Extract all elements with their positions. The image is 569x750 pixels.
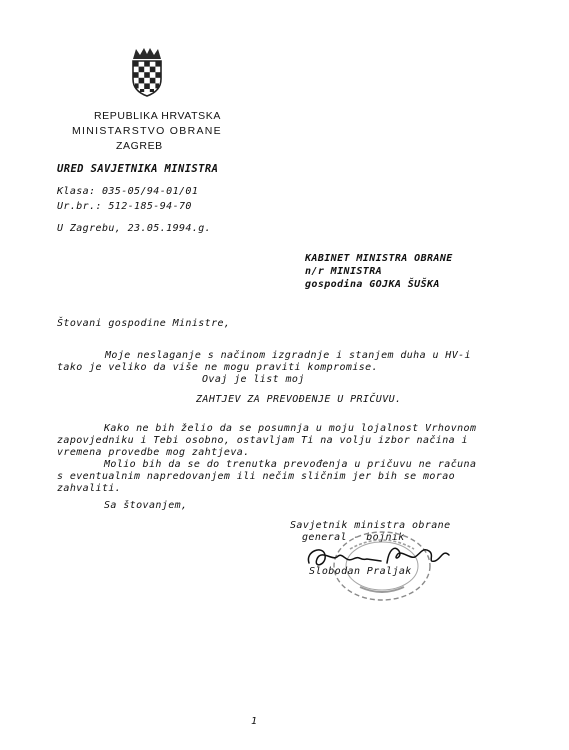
- para2-line-2: zapovjedniku i Tebi osobno, ostavljam Ti na volju izbor načina i: [57, 435, 468, 446]
- para1-line-2: tako je veliko da više ne mogu praviti kompromise.: [57, 362, 379, 373]
- signatory-name: Slobodan Praljak: [309, 566, 412, 577]
- signatory-title: Savjetnik ministra obrane: [290, 520, 451, 531]
- letterhead-city: ZAGREB: [116, 140, 163, 152]
- para2-line-1: Kako ne bih želio da se posumnja u moju lojalnost Vrhovnom: [104, 423, 477, 434]
- para1-line-3: Ovaj je list moj: [202, 374, 305, 385]
- closing: Sa štovanjem,: [104, 500, 188, 511]
- recipient-line-3: gospodina GOJKA ŠUŠKA: [305, 279, 440, 290]
- letterhead-ministry: MINISTARSTVO OBRANE: [72, 125, 222, 137]
- signatory-rank: general - bojnik: [302, 532, 405, 543]
- para2-line-6: zahvaliti.: [57, 483, 122, 494]
- request-subject: ZAHTJEV ZA PREVOĐENJE U PRIČUVU.: [196, 394, 402, 405]
- letterhead-republic: REPUBLIKA HRVATSKA: [94, 110, 221, 122]
- place-date: U Zagrebu, 23.05.1994.g.: [57, 223, 212, 234]
- para1-line-1: Moje neslaganje s načinom izgradnje i stanjem duha u HV-i: [105, 350, 471, 361]
- para2-line-5: s eventualnim napredovanjem ili nečim sličnim jer bih se morao: [57, 471, 456, 482]
- para2-line-3: vremena provedbe mog zahtjeva.: [57, 447, 250, 458]
- coat-of-arms-emblem: [130, 47, 164, 97]
- urbroj-number: Ur.br.: 512-185-94-70: [57, 201, 192, 212]
- para2-line-4: Molio bih da se do trenutka prevođenja u pričuvu ne računa: [104, 459, 477, 470]
- recipient-line-1: KABINET MINISTRA OBRANE: [305, 253, 453, 264]
- office-name: URED SAVJETNIKA MINISTRA: [57, 163, 219, 175]
- klasa-number: Klasa: 035-05/94-01/01: [57, 186, 199, 197]
- salutation: Štovani gospodine Ministre,: [57, 318, 231, 329]
- page-number: 1: [251, 716, 258, 727]
- recipient-line-2: n/r MINISTRA: [305, 266, 383, 277]
